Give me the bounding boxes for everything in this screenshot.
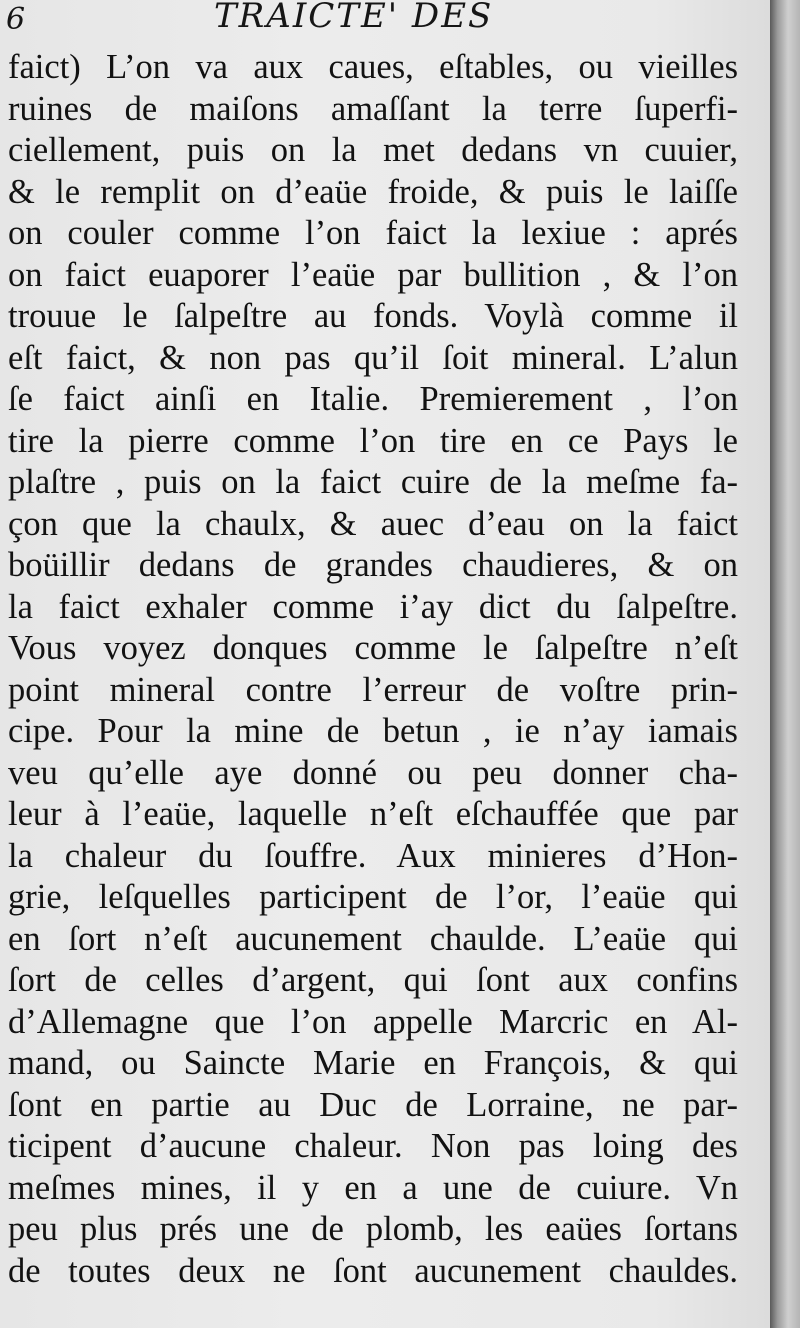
text-line: eſt faict, & non pas qu’il ſoit mineral. L’alun [8, 338, 738, 377]
text-line: ciellement, puis on la met dedans vn cuuier, [8, 131, 738, 169]
text-line: boüillir dedans de grandes chaudieres, & on [8, 546, 738, 584]
text-line: peu plus prés une de plomb, les eaües ſortans [8, 1210, 738, 1248]
text-line: point mineral contre l’erreur de voſtre prin- [8, 670, 738, 709]
text-line: & le remplit on d’eaüe froide, & puis le laiſſe [8, 172, 738, 211]
text-line: on couler comme l’on faict la lexiue : aprés [8, 214, 738, 252]
text-line: d’Allemagne que l’on appelle Marcric en Al- [8, 1002, 738, 1041]
text-line: çon que la chaulx, & auec d’eau on la faict [8, 504, 738, 543]
text-line: la chaleur du ſouffre. Aux minieres d’Hon- [8, 836, 738, 875]
page-edge [770, 0, 800, 1328]
text-line: de toutes deux ne ſont aucunement chauldes. [8, 1251, 738, 1290]
text-line: plaſtre , puis on la faict cuire de la meſme fa- [8, 463, 738, 501]
page-number: 6 [6, 2, 26, 37]
text-line: on faict euaporer l’eaüe par bullition , & l’on [8, 255, 738, 294]
text-line: Vous voyez donques comme le ſalpeſtre n’eſt [8, 629, 738, 667]
text-line: veu qu’elle aye donné ou peu donner cha- [8, 753, 738, 792]
text-line: ruines de maiſons amaſſant la terre ſuperfi- [8, 89, 738, 128]
text-line: la faict exhaler comme i’ay dict du ſalpeſtre. [8, 587, 738, 626]
text-line: ſort de celles d’argent, qui ſont aux confins [8, 961, 738, 999]
text-line: trouue le ſalpeſtre au fonds. Voylà comme il [8, 297, 738, 335]
text-line: ſe faict ainſi en Italie. Premierement , l’on [8, 380, 738, 418]
text-line: leur à l’eaüe, laquelle n’eſt eſchauffée que par [8, 795, 738, 833]
running-title: TRAICTE' DES [214, 0, 494, 36]
text-line: tire la pierre comme l’on tire en ce Pays le [8, 421, 738, 460]
text-line: ticipent d’aucune chaleur. Non pas loing des [8, 1127, 738, 1165]
text-line: mand, ou Saincte Marie en François, & qui [8, 1044, 738, 1082]
body-text [8, 47, 738, 1292]
text-line: cipe. Pour la mine de betun , ie n’ay iamais [8, 712, 738, 750]
text-line: faict) L’on va aux caues, eſtables, ou vieilles [8, 48, 738, 86]
text-line: grie, leſquelles participent de l’or, l’eaüe qui [8, 878, 738, 916]
text-line: en ſort n’eſt aucunement chaulde. L’eaüe qui [8, 919, 738, 958]
text-line: ſont en partie au Duc de Lorraine, ne par- [8, 1085, 738, 1124]
text-line: meſmes mines, il y en a une de cuiure. Vn [8, 1168, 738, 1207]
page-header [0, 0, 760, 46]
